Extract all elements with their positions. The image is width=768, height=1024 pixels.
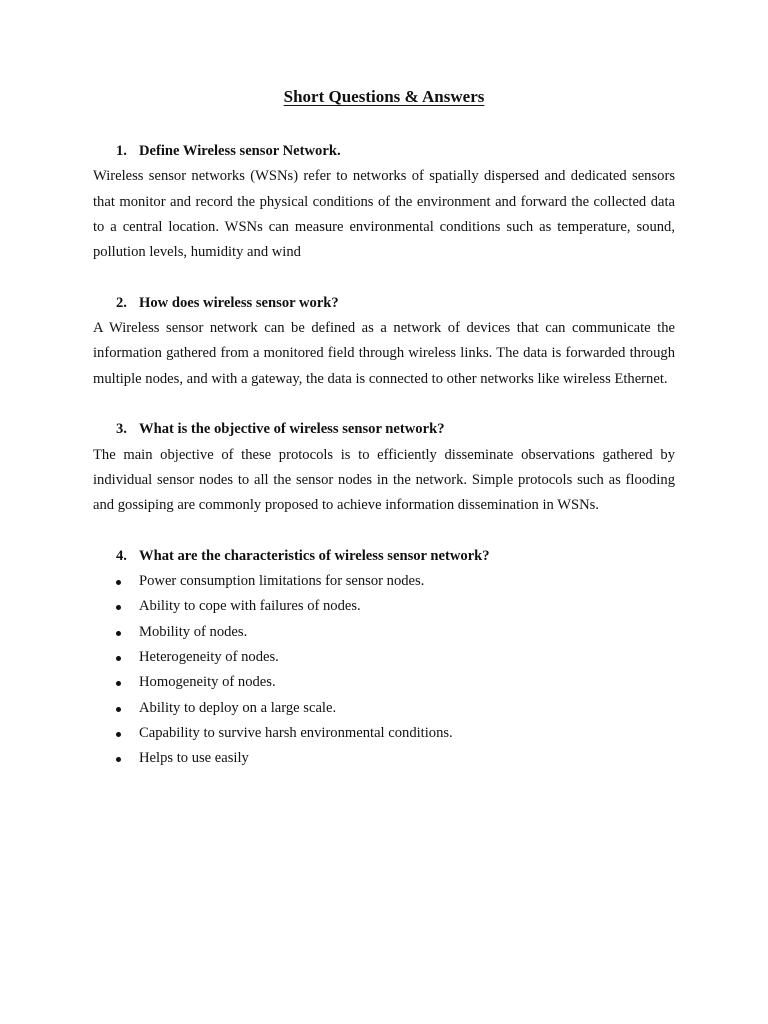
list-item (93, 594, 675, 619)
list-item (93, 721, 675, 746)
list-item (93, 746, 675, 771)
list-item (93, 645, 675, 670)
bullet-icon (116, 605, 121, 610)
answer-paragraph: Wireless sensor networks (WSNs) refer to networks of spatially dispersed and dedicated sensors that monitor and record the physical conditions of the environment and forward the collected data to a central location. WSNs can measure environmental conditions such as temperature, sound, pollution levels, humidity and wind (93, 168, 675, 261)
question-heading (93, 544, 675, 569)
bullet-icon (116, 757, 121, 762)
question-text: Define Wireless sensor Network. (139, 143, 341, 159)
answer-paragraph: A Wireless sensor network can be defined as a network of devices that can communicate the information gathered from a monitored field through wireless links. The data is forwarded through multiple nodes, and with a gateway, the data is connected to other networks like wireless Ethernet. (93, 320, 675, 387)
bullet-icon (116, 732, 121, 737)
list-item-text: Capability to survive harsh environmental conditions. (139, 724, 453, 741)
question-text: How does wireless sensor work? (139, 294, 339, 311)
list-item (93, 696, 675, 721)
list-item-text: Homogeneity of nodes. (139, 674, 276, 691)
bullet-icon (116, 580, 121, 585)
list-item (93, 670, 675, 695)
list-item (93, 620, 675, 645)
question-number: 4. (116, 547, 127, 564)
characteristics-list (93, 569, 675, 771)
page-title-text: Short Questions & Answers (283, 87, 485, 106)
bullet-icon (116, 707, 121, 712)
bullet-icon (116, 656, 121, 661)
question-number: 2. (116, 294, 127, 311)
bullet-icon (116, 681, 121, 686)
list-item-text: Heterogeneity of nodes. (139, 648, 279, 665)
question-number: 1. (116, 143, 127, 159)
list-item (93, 569, 675, 594)
list-item-text: Ability to deploy on a large scale. (139, 699, 337, 716)
bullet-icon (116, 631, 121, 636)
list-item-text: Mobility of nodes. (139, 623, 248, 640)
question-number: 3. (116, 421, 127, 438)
page-title (0, 86, 768, 108)
qa-content (93, 139, 675, 771)
question-heading (93, 291, 675, 316)
question-text: What is the objective of wireless sensor network? (139, 421, 445, 438)
list-item-text: Power consumption limitations for sensor nodes. (139, 573, 425, 590)
question-heading (93, 139, 675, 164)
list-item-text: Ability to cope with failures of nodes. (139, 598, 361, 615)
paragraph-gap (93, 392, 675, 417)
paragraph-gap (93, 518, 675, 543)
question-text: What are the characteristics of wireless sensor network? (139, 547, 490, 564)
answer-paragraph: The main objective of these protocols is to efficiently disseminate observations gathered by individual sensor nodes to all the sensor nodes in the network. Simple protocols such as flooding and gossiping are commonly proposed to achieve information dissemination in WSNs. (93, 446, 675, 514)
list-item-text: Helps to use easily (139, 750, 249, 767)
question-heading (93, 417, 675, 442)
paragraph-gap (93, 265, 675, 290)
